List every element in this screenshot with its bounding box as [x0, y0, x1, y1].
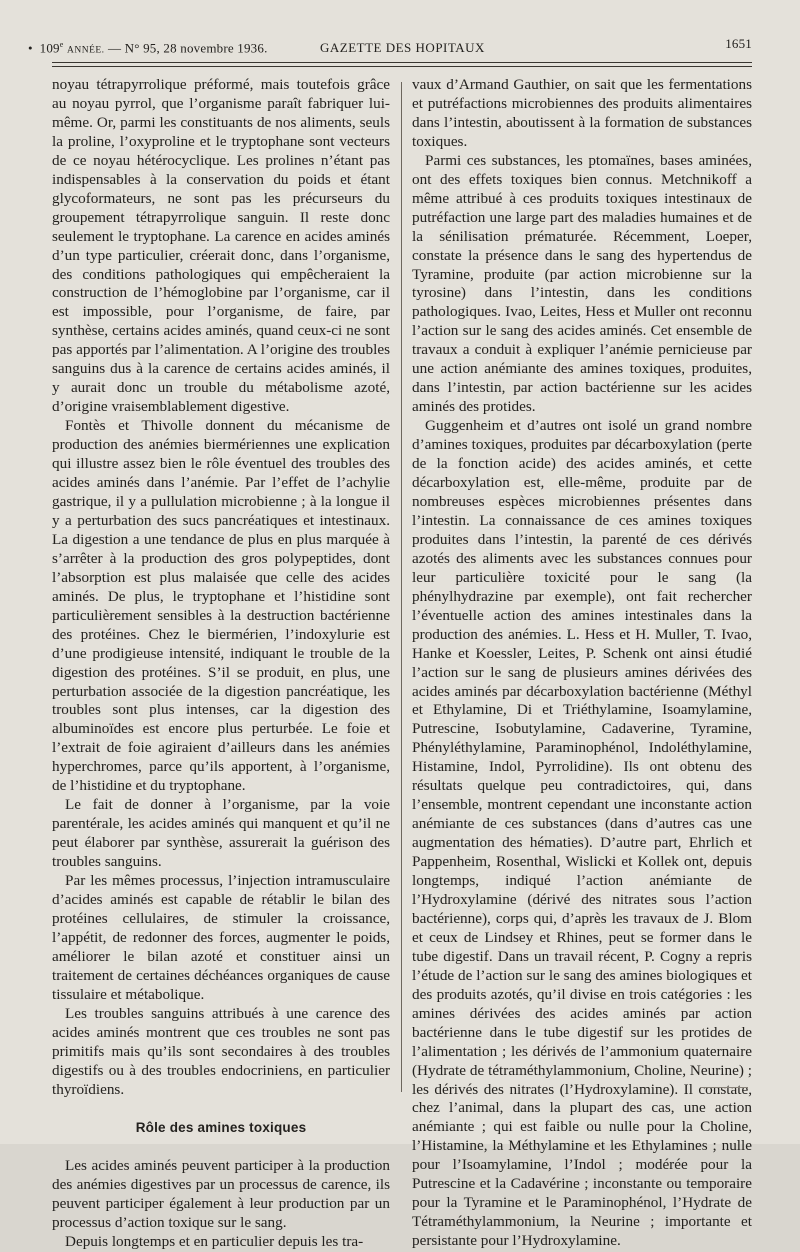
paragraph: Les acides aminés peuvent participer à la production des anémies digestives par un processus de carence, ils peuvent participer également à leur production par un processus d’action toxique sur le sang. — [52, 1157, 390, 1232]
issue-line: • 109e ANNÉE. — N° 95, 28 novembre 1936. — [28, 40, 268, 56]
section-heading: Rôle des amines toxiques — [135, 1120, 307, 1136]
paragraph: Depuis longtemps et en particulier depuis les tra- — [65, 1233, 364, 1251]
page-header — [28, 36, 768, 58]
page-number: 1651 — [725, 36, 752, 51]
paragraph: Les troubles sanguins attribués à une carence des acides aminés montrent que ces troubles ne sont pas primitifs mais qu’ils sont secondaires à des troubles digestifs ou à des troubles endocriniens, en particulier thyroïdiens. — [52, 1004, 390, 1098]
paragraph: noyau tétrapyrrolique préformé, mais toutefois grâce au noyau pyrrol, que l’organisme paraît fabriquer lui-même. Or, parmi les constituants de nos aliments, seuls la proline, l’oxyproline et le tryptophane sont vecteurs de ce noyau hétérocyclique. Les prolines n’étant pas indispensables à la conservation du poids et étant glycoformateurs, ne sont pas les précurseurs du groupement tétrapyrrolique sanguin. Il reste donc seulement le tryptophane. La carence en acides aminés d’un type particulier, créerait donc, dans l’organisme, des conditions pathologiques qui empêcheraient la construction de l’hémoglobine par l’organisme, car il est impossible, pour l’organisme, de faire, par synthèse, certains acides aminés, quand ceux-ci ne sont pas apportés par l’alimentation. A l’origine des troubles sanguins dus à la carence de certains acides aminés, il y aurait donc un trouble du métabolisme azoté, d’origine vraisemblablement digestive. — [52, 76, 390, 416]
journal-title: GAZETTE DES HOPITAUX — [320, 40, 485, 55]
right-column — [412, 76, 752, 1251]
paragraph: Guggenheim et d’autres ont isolé un grand nombre d’amines toxiques, produites par décarboxylation (perte de la fonction acide) des acides aminés, et cette décarboxylation est, elle-même, produite par de nombreuses espèces microbiennes présentes dans l’intestin. La connaissance de ces amines toxiques produites dans l’intestin, la parenté de ces dérivés azotés des aliments avec les substances connues pour leur particulière toxicité pour le sang (la phénylhydrazine par exemple), ont fait rechercher l’éventuelle action des amines intestinales dans la production des anémies. L. Hess et H. Muller, T. Ivao, Hanke et Koessler, Leites, P. Schenk ont ainsi étudié l’action sur le sang de plusieurs amines dérivées des acides aminés par décarboxylation bactérienne (Méthyl et Ethylamine, Di et Triéthylamine, Isoamylamine, Putrescine, Isobutylamine, Cadaverine, Tyramine, Phényléthylamine, Paraminophénol, Indoléthylamine, Histamine, Indol, Pyrrolidine). Ils ont obtenu des résultats quelque peu contradictoires, qui, dans l’ensemble, montrent cependant une inconstante action anémiante de ces substances (dans d’autres cas une augmentation des hématies). D’autre part, Ehrlich et Pappenheim, Rosenthal, Wislicki et Kollek ont, depuis longtemps, indiqué l’action anémiante de l’Hydroxylamine (dérivé des nitrates sous l’action bactérienne), corps qui, d’après les travaux de J. Blom et ceux de Lindsey et Rhines, peut se former dans le tube digestif. Dans un travail récent, P. Cogny a repris l’étude de l’action sur le sang des amines biologiques et des produits azotés, qu’il divise en trois catégories : les amines dérivées des acides aminés par action bactérienne dans le tube digestif sur les protides de l’alimentation ; les dérivés de l’ammonium quaternaire (Hydrate de tétraméthylammonium, Choline, Neurine) ; les dérivés des nitrates (l’Hydroxylamine). Il constate, chez l’animal, dans la plupart des cas, une action anémiante ; qui est faible ou nulle pour la Choline, l’Histamine, la Méthylamine et les Ethylamines ; nulle pour l’Isoamylamine, l’Indol ; modérée pour la Putrescine et la Cadavérine ; inconstante ou temporaire pour la Tyramine et le Paraminophénol, l’Hydrate de Tétraméthylammonium, la Neurine ; importante et persistante pour l’Hydroxylamine. — [412, 417, 752, 1250]
left-column — [52, 76, 390, 1252]
paragraph: Par les mêmes processus, l’injection intramusculaire d’acides aminés est capable de rétablir le bilan des protéines cellulaires, de stimuler la croissance, l’appétit, de redonner des forces, augmenter le poids, améliorer le bilan azoté et constituer ainsi un traitement de certaines déchéances organiques de cause tissulaire et métabolique. — [52, 872, 390, 1003]
footer-rule — [700, 1087, 748, 1088]
issue-number: — N° 95, 28 novembre 1936. — [108, 40, 268, 56]
paragraph: Parmi ces substances, les ptomaïnes, bases aminées, ont des effets toxiques bien connus. Metchnikoff a même attribué à ces produits toxiques intestinaux de putréfaction une large part des maladies humaines et de la sénilisation prématurée. Récemment, Loeper, constate la présence dans le sang des hypertendus de Tyramine, produite (par action microbienne sur la tyrosine) dans l’intestin, dans les conditions pathologiques. Ivao, Leites, Hess et Muller ont reconnu l’action sur le sang des acides aminés. Cet ensemble de travaux a conduit à expliquer l’anémie pernicieuse par une action anémiante des amines toxiques, produites, dans l’intestin, par action bactérienne sur les acides aminés des protides. — [412, 151, 752, 416]
column-divider — [401, 82, 402, 1092]
paragraph: Fontès et Thivolle donnent du mécanisme de production des anémies biermériennes une explication qui illustre assez bien le rôle éventuel des troubles des acides aminés dans l’anémie. Par l’effet de l’achylie gastrique, il y a pullulation microbienne ; à la longue il y a perturbation des sucs pancréatiques et intestinaux. La digestion a une tendance de plus en plus marquée à s’arrêter à la production des gros polypeptides, dont l’absorption est plus malaisée que celle des acides aminés. De plus, le tryptophane et l’histidine sont particulièrement sensibles à la destruction bactérienne des protéines. Chez le biermérien, l’indoxylurie est d’une prodigieuse intensité, indiquant le trouble de la digestion des protéines. S’il se produit, en plus, une perturbation associée de la digestion pancréatique, les troubles sont plus intenses, car la digestion des albuminoïdes est encore plus perturbée. Le foie et l’extrait de foie agiraient d’ailleurs dans les anémies hyperchromes, parce qu’ils apportent, à l’organisme, de l’histidine et du tryptophane. — [52, 417, 390, 795]
annee-label: ANNÉE. — [66, 45, 105, 56]
paragraph: vaux d’Armand Gauthier, on sait que les fermentations et putréfactions microbiennes des produits alimentaires dans l’intestin, aboutissent à la formation de substances toxiques. — [412, 76, 752, 150]
issue-year-suffix: e — [59, 40, 64, 49]
header-rule — [52, 62, 752, 67]
paragraph: Le fait de donner à l’organisme, par la voie parentérale, les acides aminés qui manquent et qu’il ne peut élaborer par synthèse, assurerait la guérison des troubles sanguins. — [52, 796, 390, 871]
issue-year: 109 — [39, 40, 60, 56]
